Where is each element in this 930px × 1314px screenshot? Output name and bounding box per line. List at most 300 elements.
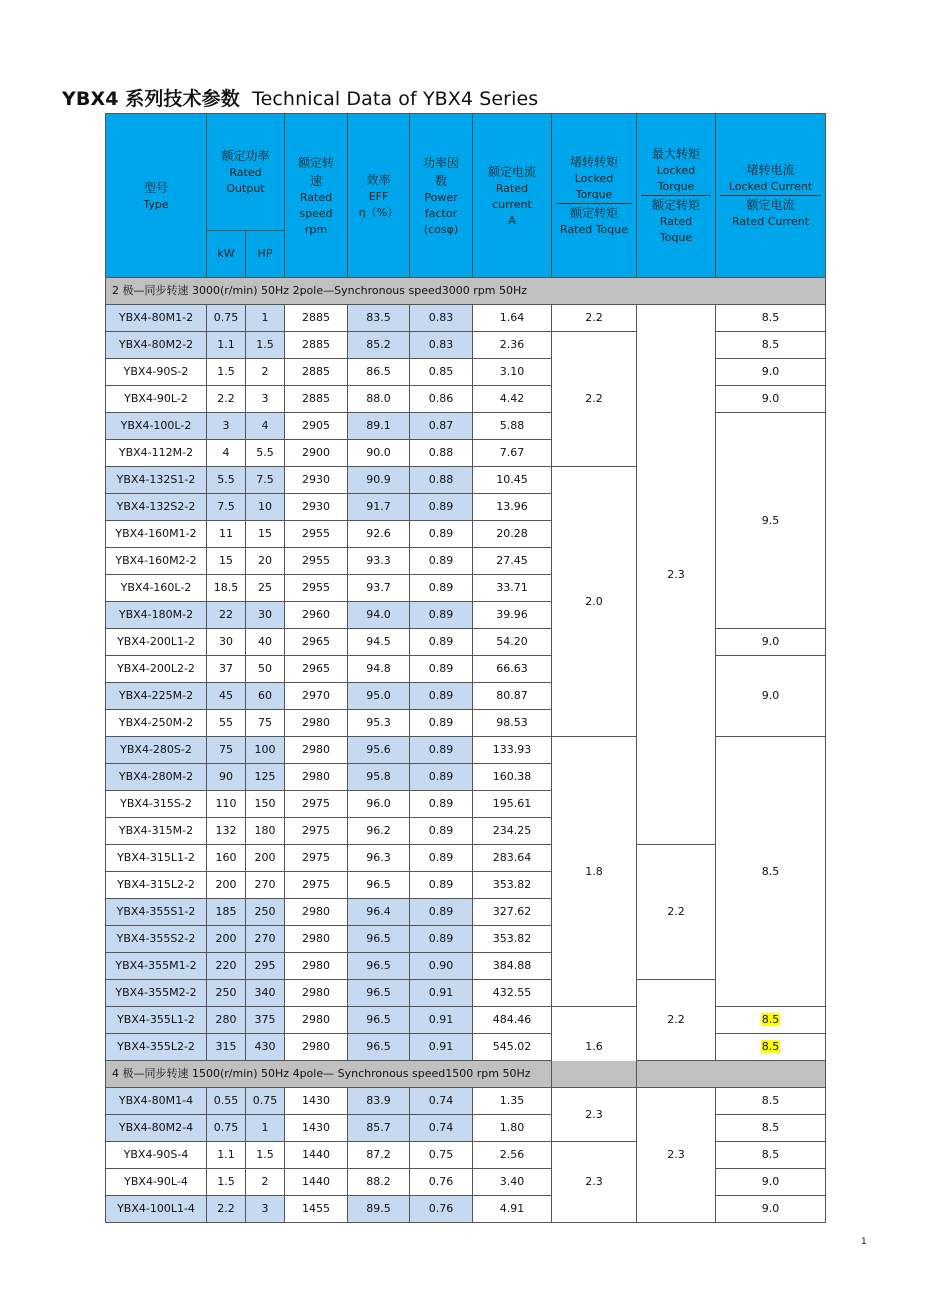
cell-current: 54.20 <box>473 629 552 656</box>
cell-efficiency: 96.5 <box>348 1007 410 1034</box>
cell-kw: 5.5 <box>207 467 246 494</box>
cell-efficiency: 83.5 <box>348 305 410 332</box>
cell-efficiency: 85.2 <box>348 332 410 359</box>
cell-kw: 15 <box>207 548 246 575</box>
locked-current-value: 9.0 <box>761 635 780 648</box>
cell-current: 1.35 <box>473 1088 552 1115</box>
cell-efficiency: 88.0 <box>348 386 410 413</box>
cell-kw: 280 <box>207 1007 246 1034</box>
cell-current: 98.53 <box>473 710 552 737</box>
cell-current: 2.36 <box>473 332 552 359</box>
cell-hp: 10 <box>246 494 285 521</box>
cell-current: 20.28 <box>473 521 552 548</box>
locked-current-value: 9.0 <box>761 392 780 405</box>
cell-hp: 340 <box>246 980 285 1007</box>
cell-model: YBX4-355S2-2 <box>106 926 207 953</box>
section-row <box>106 278 826 305</box>
cell-current: 195.61 <box>473 791 552 818</box>
cell-hp: 100 <box>246 737 285 764</box>
cell-speed: 2885 <box>285 305 348 332</box>
cell-power-factor: 0.89 <box>410 899 473 926</box>
cell-current: 80.87 <box>473 683 552 710</box>
header-rated-output: 额定功率 Rated Output <box>207 114 285 231</box>
cell-kw: 1.5 <box>207 359 246 386</box>
cell-speed: 2980 <box>285 899 348 926</box>
cell-speed: 2980 <box>285 980 348 1007</box>
cell-kw: 18.5 <box>207 575 246 602</box>
title-zh: YBX4 系列技术参数 <box>62 88 240 110</box>
cell-speed: 2965 <box>285 656 348 683</box>
cell-speed: 2980 <box>285 764 348 791</box>
cell-power-factor: 0.89 <box>410 521 473 548</box>
cell-current: 1.80 <box>473 1115 552 1142</box>
cell-efficiency: 96.2 <box>348 818 410 845</box>
cell-efficiency: 96.5 <box>348 926 410 953</box>
cell-power-factor: 0.86 <box>410 386 473 413</box>
locked-current-value: 9.5 <box>761 513 780 527</box>
cell-model: YBX4-315S-2 <box>106 791 207 818</box>
cell-current: 133.93 <box>473 737 552 764</box>
cell-hp: 200 <box>246 845 285 872</box>
cell-current: 27.45 <box>473 548 552 575</box>
cell-model: YBX4-132S2-2 <box>106 494 207 521</box>
cell-power-factor: 0.91 <box>410 1007 473 1034</box>
cell-speed: 2980 <box>285 926 348 953</box>
cell-current: 10.45 <box>473 467 552 494</box>
page-title <box>62 84 538 111</box>
header-max-torque: 最大转矩 Locked Torque 额定转矩 Rated Toque <box>637 114 716 278</box>
cell-locked-current <box>716 1196 826 1223</box>
locked-current-value: 9.0 <box>761 1202 780 1215</box>
cell-model: YBX4-355S1-2 <box>106 899 207 926</box>
cell-model: YBX4-90L-4 <box>106 1169 207 1196</box>
cell-locked-current <box>716 737 826 1007</box>
cell-speed: 2980 <box>285 1034 348 1061</box>
cell-locked-current <box>716 1142 826 1169</box>
cell-current: 234.25 <box>473 818 552 845</box>
cell-hp: 3 <box>246 386 285 413</box>
cell-efficiency: 86.5 <box>348 359 410 386</box>
cell-speed: 2955 <box>285 575 348 602</box>
cell-kw: 37 <box>207 656 246 683</box>
cell-efficiency: 96.4 <box>348 899 410 926</box>
cell-efficiency: 96.5 <box>348 980 410 1007</box>
cell-power-factor: 0.89 <box>410 710 473 737</box>
cell-hp: 60 <box>246 683 285 710</box>
cell-model: YBX4-132S1-2 <box>106 467 207 494</box>
cell-efficiency: 95.3 <box>348 710 410 737</box>
table-row <box>106 629 826 656</box>
cell-kw: 2.2 <box>207 1196 246 1223</box>
cell-model: YBX4-280M-2 <box>106 764 207 791</box>
cell-power-factor: 0.75 <box>410 1142 473 1169</box>
cell-efficiency: 90.9 <box>348 467 410 494</box>
cell-power-factor: 0.89 <box>410 683 473 710</box>
cell-current: 4.42 <box>473 386 552 413</box>
cell-model: YBX4-355L1-2 <box>106 1007 207 1034</box>
cell-power-factor: 0.89 <box>410 656 473 683</box>
cell-speed: 1440 <box>285 1142 348 1169</box>
cell-kw: 132 <box>207 818 246 845</box>
cell-power-factor: 0.89 <box>410 818 473 845</box>
cell-power-factor: 0.89 <box>410 575 473 602</box>
cell-hp: 1.5 <box>246 1142 285 1169</box>
cell-model: YBX4-315L1-2 <box>106 845 207 872</box>
cell-locked-current <box>716 386 826 413</box>
cell-hp: 2 <box>246 1169 285 1196</box>
cell-kw: 3 <box>207 413 246 440</box>
cell-current: 2.56 <box>473 1142 552 1169</box>
header-rated-current: 额定电流 Rated current A <box>473 114 552 278</box>
cell-current: 39.96 <box>473 602 552 629</box>
cell-speed: 2980 <box>285 1007 348 1034</box>
cell-hp: 180 <box>246 818 285 845</box>
cell-efficiency: 96.5 <box>348 872 410 899</box>
section-label: 4 极—同步转速 1500(r/min) 50Hz 4pole— Synchronous speed1500 rpm 50Hz <box>106 1061 826 1088</box>
cell-power-factor: 0.89 <box>410 494 473 521</box>
locked-current-value: 8.5 <box>761 864 780 878</box>
cell-model: YBX4-90S-2 <box>106 359 207 386</box>
cell-speed: 2955 <box>285 521 348 548</box>
cell-hp: 15 <box>246 521 285 548</box>
cell-kw: 1.1 <box>207 1142 246 1169</box>
cell-speed: 2975 <box>285 818 348 845</box>
cell-power-factor: 0.89 <box>410 602 473 629</box>
cell-speed: 1430 <box>285 1115 348 1142</box>
cell-max-torque: 2.3 <box>637 1088 716 1223</box>
cell-speed: 2970 <box>285 683 348 710</box>
header-type: 型号 Type <box>106 114 207 278</box>
cell-max-torque: 2.2 <box>637 845 716 980</box>
cell-model: YBX4-80M2-4 <box>106 1115 207 1142</box>
cell-locked-current <box>716 1007 826 1034</box>
cell-kw: 0.55 <box>207 1088 246 1115</box>
cell-speed: 2975 <box>285 791 348 818</box>
header-rated-speed: 额定转 速 Rated speed rpm <box>285 114 348 278</box>
cell-current: 327.62 <box>473 899 552 926</box>
table-row <box>106 1196 826 1223</box>
cell-efficiency: 89.1 <box>348 413 410 440</box>
cell-model: YBX4-315L2-2 <box>106 872 207 899</box>
title-en: Technical Data of YBX4 Series <box>252 88 539 110</box>
header-locked-current: 堵转电流 Locked Current 额定电流 Rated Current <box>716 114 826 278</box>
cell-model: YBX4-80M1-4 <box>106 1088 207 1115</box>
cell-hp: 75 <box>246 710 285 737</box>
cell-kw: 30 <box>207 629 246 656</box>
cell-model: YBX4-355M2-2 <box>106 980 207 1007</box>
cell-kw: 22 <box>207 602 246 629</box>
table-row <box>106 656 826 683</box>
cell-efficiency: 91.7 <box>348 494 410 521</box>
cell-model: YBX4-160M1-2 <box>106 521 207 548</box>
cell-hp: 250 <box>246 899 285 926</box>
cell-kw: 7.5 <box>207 494 246 521</box>
cell-model: YBX4-112M-2 <box>106 440 207 467</box>
cell-kw: 185 <box>207 899 246 926</box>
table-row <box>106 332 826 359</box>
table-row <box>106 1115 826 1142</box>
cell-locked-torque: 1.8 <box>552 737 637 1007</box>
header-power-factor: 功率因 数 Power factor (cosφ) <box>410 114 473 278</box>
cell-hp: 2 <box>246 359 285 386</box>
cell-kw: 2.2 <box>207 386 246 413</box>
cell-efficiency: 96.0 <box>348 791 410 818</box>
cell-current: 1.64 <box>473 305 552 332</box>
cell-current: 432.55 <box>473 980 552 1007</box>
locked-current-value: 9.0 <box>761 1175 780 1188</box>
cell-speed: 2965 <box>285 629 348 656</box>
cell-hp: 50 <box>246 656 285 683</box>
page-number: 1 <box>861 1237 867 1247</box>
cell-model: YBX4-160L-2 <box>106 575 207 602</box>
table-row <box>106 1007 826 1034</box>
cell-speed: 2885 <box>285 359 348 386</box>
cell-speed: 2980 <box>285 737 348 764</box>
cell-hp: 375 <box>246 1007 285 1034</box>
cell-power-factor: 0.89 <box>410 737 473 764</box>
cell-efficiency: 90.0 <box>348 440 410 467</box>
cell-locked-torque: 2.3 <box>552 1142 637 1223</box>
cell-current: 384.88 <box>473 953 552 980</box>
cell-power-factor: 0.76 <box>410 1169 473 1196</box>
cell-model: YBX4-355M1-2 <box>106 953 207 980</box>
cell-efficiency: 83.9 <box>348 1088 410 1115</box>
cell-model: YBX4-100L-2 <box>106 413 207 440</box>
cell-max-torque: 2.3 <box>637 305 716 845</box>
cell-locked-current <box>716 656 826 737</box>
cell-power-factor: 0.91 <box>410 1034 473 1061</box>
cell-efficiency: 93.7 <box>348 575 410 602</box>
cell-current: 484.46 <box>473 1007 552 1034</box>
cell-kw: 315 <box>207 1034 246 1061</box>
cell-kw: 110 <box>207 791 246 818</box>
cell-power-factor: 0.90 <box>410 953 473 980</box>
cell-kw: 0.75 <box>207 305 246 332</box>
cell-speed: 2930 <box>285 467 348 494</box>
cell-model: YBX4-90L-2 <box>106 386 207 413</box>
cell-speed: 1440 <box>285 1169 348 1196</box>
cell-current: 353.82 <box>473 872 552 899</box>
cell-locked-current <box>716 629 826 656</box>
cell-speed: 2900 <box>285 440 348 467</box>
table-row <box>106 737 826 764</box>
cell-locked-current <box>716 332 826 359</box>
cell-kw: 200 <box>207 872 246 899</box>
cell-locked-current <box>716 1034 826 1061</box>
cell-locked-current <box>716 1115 826 1142</box>
cell-efficiency: 96.3 <box>348 845 410 872</box>
cell-power-factor: 0.89 <box>410 791 473 818</box>
cell-current: 5.88 <box>473 413 552 440</box>
cell-kw: 220 <box>207 953 246 980</box>
cell-power-factor: 0.88 <box>410 440 473 467</box>
cell-kw: 90 <box>207 764 246 791</box>
cell-model: YBX4-90S-4 <box>106 1142 207 1169</box>
cell-model: YBX4-355L2-2 <box>106 1034 207 1061</box>
cell-max-torque: 2.2 <box>637 980 716 1061</box>
cell-hp: 25 <box>246 575 285 602</box>
header-efficiency: 效率 EFF η（%） <box>348 114 410 278</box>
cell-hp: 40 <box>246 629 285 656</box>
cell-power-factor: 0.89 <box>410 764 473 791</box>
table-row <box>106 386 826 413</box>
cell-hp: 5.5 <box>246 440 285 467</box>
cell-model: YBX4-180M-2 <box>106 602 207 629</box>
cell-hp: 430 <box>246 1034 285 1061</box>
cell-power-factor: 0.74 <box>410 1088 473 1115</box>
cell-model: YBX4-100L1-4 <box>106 1196 207 1223</box>
cell-power-factor: 0.85 <box>410 359 473 386</box>
cell-current: 353.82 <box>473 926 552 953</box>
cell-efficiency: 95.8 <box>348 764 410 791</box>
cell-hp: 125 <box>246 764 285 791</box>
cell-speed: 2960 <box>285 602 348 629</box>
cell-kw: 11 <box>207 521 246 548</box>
locked-current-value: 8.5 <box>761 1094 780 1107</box>
cell-model: YBX4-250M-2 <box>106 710 207 737</box>
cell-kw: 250 <box>207 980 246 1007</box>
cell-hp: 150 <box>246 791 285 818</box>
table-row <box>106 1142 826 1169</box>
cell-kw: 1.1 <box>207 332 246 359</box>
cell-current: 13.96 <box>473 494 552 521</box>
cell-speed: 2975 <box>285 872 348 899</box>
table-row <box>106 1169 826 1196</box>
cell-current: 3.10 <box>473 359 552 386</box>
cell-kw: 1.5 <box>207 1169 246 1196</box>
locked-current-value: 9.0 <box>761 689 780 702</box>
cell-model: YBX4-225M-2 <box>106 683 207 710</box>
cell-power-factor: 0.89 <box>410 872 473 899</box>
cell-speed: 2885 <box>285 332 348 359</box>
cell-locked-current <box>716 413 826 629</box>
cell-power-factor: 0.88 <box>410 467 473 494</box>
cell-efficiency: 85.7 <box>348 1115 410 1142</box>
cell-hp: 3 <box>246 1196 285 1223</box>
cell-kw: 160 <box>207 845 246 872</box>
cell-power-factor: 0.89 <box>410 845 473 872</box>
locked-current-value: 8.5 <box>761 1121 780 1134</box>
header-locked-torque: 堵转转矩 Locked Torque 额定转矩 Rated Toque <box>552 114 637 278</box>
cell-power-factor: 0.89 <box>410 629 473 656</box>
cell-efficiency: 94.8 <box>348 656 410 683</box>
cell-model: YBX4-280S-2 <box>106 737 207 764</box>
cell-speed: 1455 <box>285 1196 348 1223</box>
header-kw: kW <box>207 231 246 278</box>
cell-speed: 1430 <box>285 1088 348 1115</box>
cell-model: YBX4-315M-2 <box>106 818 207 845</box>
locked-current-value: 8.5 <box>761 338 780 351</box>
cell-locked-torque: 2.0 <box>552 467 637 737</box>
cell-speed: 2885 <box>285 386 348 413</box>
cell-hp: 0.75 <box>246 1088 285 1115</box>
locked-current-value: 8.5 <box>761 1040 780 1053</box>
cell-speed: 2980 <box>285 710 348 737</box>
cell-model: YBX4-80M1-2 <box>106 305 207 332</box>
cell-locked-torque: 1.6 <box>552 1007 637 1088</box>
cell-efficiency: 89.5 <box>348 1196 410 1223</box>
table-row <box>106 359 826 386</box>
cell-locked-torque: 2.3 <box>552 1088 637 1142</box>
cell-locked-torque: 2.2 <box>552 305 637 332</box>
cell-efficiency: 95.0 <box>348 683 410 710</box>
cell-hp: 4 <box>246 413 285 440</box>
cell-power-factor: 0.89 <box>410 926 473 953</box>
cell-model: YBX4-80M2-2 <box>106 332 207 359</box>
cell-current: 545.02 <box>473 1034 552 1061</box>
cell-model: YBX4-200L1-2 <box>106 629 207 656</box>
cell-kw: 0.75 <box>207 1115 246 1142</box>
technical-data-table <box>105 113 826 1223</box>
cell-speed: 2930 <box>285 494 348 521</box>
cell-hp: 7.5 <box>246 467 285 494</box>
cell-power-factor: 0.74 <box>410 1115 473 1142</box>
cell-current: 283.64 <box>473 845 552 872</box>
cell-efficiency: 93.3 <box>348 548 410 575</box>
cell-hp: 295 <box>246 953 285 980</box>
cell-locked-current <box>716 1169 826 1196</box>
locked-current-value: 8.5 <box>761 1148 780 1161</box>
cell-kw: 55 <box>207 710 246 737</box>
locked-current-value: 8.5 <box>761 311 780 324</box>
table-row <box>106 1034 826 1061</box>
cell-kw: 4 <box>207 440 246 467</box>
cell-hp: 1.5 <box>246 332 285 359</box>
cell-efficiency: 95.6 <box>348 737 410 764</box>
cell-power-factor: 0.91 <box>410 980 473 1007</box>
cell-locked-current <box>716 305 826 332</box>
cell-power-factor: 0.89 <box>410 548 473 575</box>
table-row <box>106 1088 826 1115</box>
cell-efficiency: 96.5 <box>348 953 410 980</box>
cell-hp: 1 <box>246 305 285 332</box>
section-row <box>106 1061 826 1088</box>
table-body <box>106 278 826 1223</box>
cell-current: 33.71 <box>473 575 552 602</box>
cell-speed: 2975 <box>285 845 348 872</box>
cell-hp: 20 <box>246 548 285 575</box>
table-row <box>106 413 826 440</box>
cell-speed: 2905 <box>285 413 348 440</box>
cell-power-factor: 0.83 <box>410 332 473 359</box>
cell-power-factor: 0.83 <box>410 305 473 332</box>
cell-kw: 45 <box>207 683 246 710</box>
cell-hp: 270 <box>246 872 285 899</box>
cell-speed: 2955 <box>285 548 348 575</box>
cell-locked-torque: 2.2 <box>552 332 637 467</box>
cell-efficiency: 94.0 <box>348 602 410 629</box>
locked-current-value: 9.0 <box>761 365 780 378</box>
cell-model: YBX4-160M2-2 <box>106 548 207 575</box>
section-label: 2 极—同步转速 3000(r/min) 50Hz 2pole—Synchronous speed3000 rpm 50Hz <box>106 278 826 305</box>
cell-efficiency: 96.5 <box>348 1034 410 1061</box>
cell-kw: 200 <box>207 926 246 953</box>
cell-locked-current <box>716 1088 826 1115</box>
cell-current: 7.67 <box>473 440 552 467</box>
cell-hp: 1 <box>246 1115 285 1142</box>
cell-efficiency: 88.2 <box>348 1169 410 1196</box>
cell-model: YBX4-200L2-2 <box>106 656 207 683</box>
cell-kw: 75 <box>207 737 246 764</box>
cell-speed: 2980 <box>285 953 348 980</box>
cell-efficiency: 92.6 <box>348 521 410 548</box>
cell-current: 4.91 <box>473 1196 552 1223</box>
cell-current: 66.63 <box>473 656 552 683</box>
cell-power-factor: 0.87 <box>410 413 473 440</box>
cell-hp: 30 <box>246 602 285 629</box>
header-hp: HP <box>246 231 285 278</box>
cell-locked-current <box>716 359 826 386</box>
